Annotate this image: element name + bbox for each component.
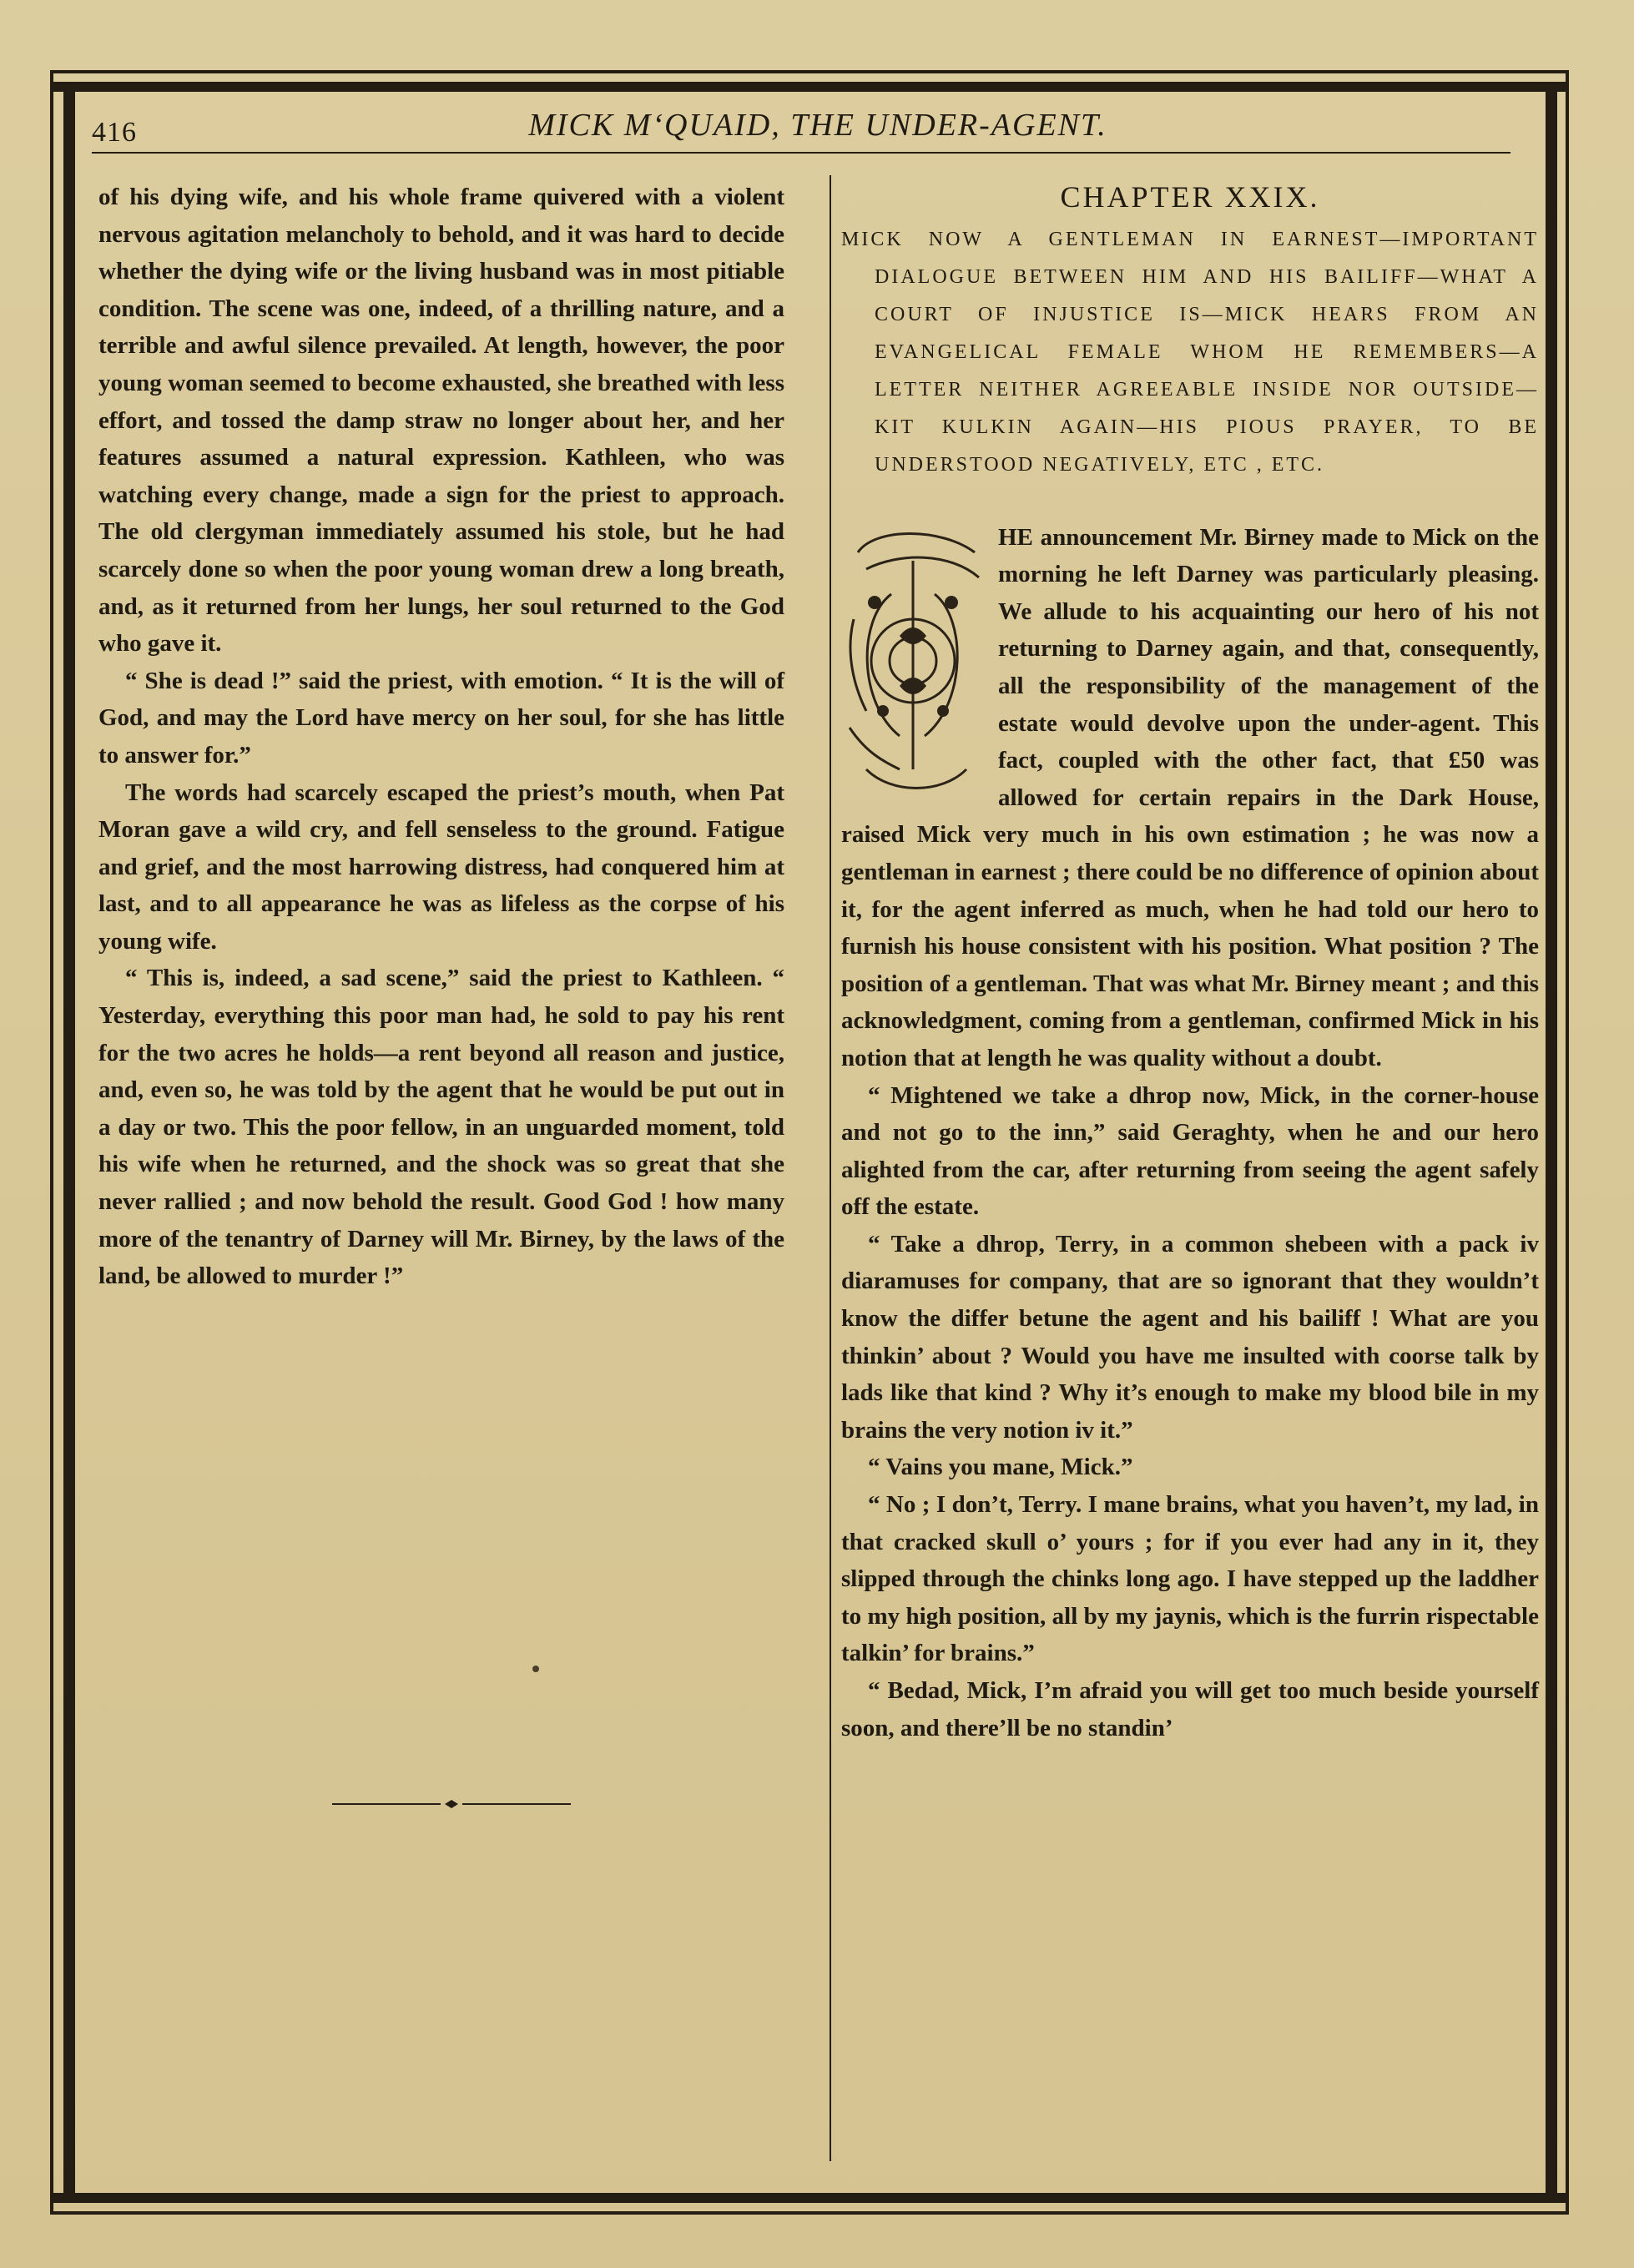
left-column <box>98 179 784 1295</box>
frame-top-rule <box>50 70 1569 73</box>
column-divider <box>830 175 831 2161</box>
frame-bottom-rule <box>50 2211 1569 2215</box>
right-paragraph: “ No ; I don’t, Terry. I mane brains, what you haven’t, my lad, in that cracked skull o’ yours ; for if you ever had any in it, they slipped through the chinks long ago. I have stepped up the laddher to my high position, all by my jaynis, which is the furrin rispectable talkin’ for brains.” <box>841 1491 1539 1667</box>
frame-right-rule <box>1566 70 1569 2215</box>
left-paragraph: of his dying wife, and his whole frame quivered with a violent nervous agitation melancholy to behold, and it was hard to decide whether the dying wife or the living husband was in most pitiable condition. The scene was one, indeed, of a thrilling nature, and a terrible and awful silence prevailed. At length, however, the poor young woman seemed to become exhausted, she breathed with less effort, and tossed the damp straw no longer about her, and her features assumed a natural expression. Kathleen, who was watching every change, made a sign for the priest to approach. The old clergyman immediately assumed his stole, but he had scarcely done so when the poor young woman drew a long breath, and, as it returned from her lungs, her soul returned to the God who gave it. <box>98 184 784 658</box>
frame-bottom-rule-thick <box>50 2193 1569 2203</box>
ornamental-drop-cap-icon <box>841 519 985 799</box>
chapter-title: CHAPTER XXIX. <box>1060 180 1320 214</box>
left-paragraph: “ This is, indeed, a sad scene,” said the priest to Kathleen. “ Yesterday, everything this poor man had, he sold to pay his rent for the two acres he holds—a rent beyond all reason and justice, and, even so, he was told by the agent that he would be put out in a day or two. This the poor fellow, in an unguarded moment, told his wife when he returned, and the shock was so great that she never rallied ; and now behold the result. Good God ! how many more of the tenantry of Darney will Mr. Birney, by the laws of the land, be allowed to murder !” <box>98 965 784 1290</box>
right-paragraph: “ Vains you mane, Mick.” <box>868 1454 1133 1481</box>
section-end-ornament <box>332 1796 571 1812</box>
opening-paragraph-text: HE announcement Mr. Birney made to Mick on the morning he left Darney was particularly pleasing. We allude to his acquainting our hero of his not returning to Darney again, and that, consequently, all the responsibility of the management of the estate would devolve upon the under-agent. This fact, coupled with the other fact, that £50 was allowed for certain repairs in the Dark House, raised Mick very much in his own estimation ; he was now a gentleman in earnest ; there could be no difference of opinion about it, for the agent inferred as much, when he had told our hero to furnish his house consistent with his position. What position ? The position of a gentleman. That was what Mr. Birney meant ; and this acknowledgment, coming from a gentleman, confirmed Mick in his notion that at length he was quality without a doubt. <box>841 523 1539 1071</box>
page-number: 416 <box>92 117 137 148</box>
frame-right-rule-thick <box>1546 82 1557 2203</box>
right-paragraph: “ Take a dhrop, Terry, in a common shebeen with a pack iv diaramuses for company, that are so ignorant that they wouldn’t know the differ betune the agent and his bailiff ! What are you thinkin’ about ? Would you have me insulted with coorse talk by lads like that kind ? Why it’s enough to make my blood bile in my brains the very notion iv it.” <box>841 1230 1539 1444</box>
right-paragraph: “ Bedad, Mick, I’m afraid you will get too much beside yourself soon, and there’ll be no standin’ <box>841 1677 1539 1741</box>
running-title: MICK M‘QUAID, THE UNDER-AGENT. <box>528 108 1107 143</box>
right-paragraph: “ Mightened we take a dhrop now, Mick, in the corner-house and not go to the inn,” said Geraghty, when he and our hero alighted from the car, after returning from seeing the agent safely off the estate. <box>841 1081 1539 1221</box>
left-paragraph: The words had scarcely escaped the priest’s mouth, when Pat Moran gave a wild cry, and fell senseless to the ground. Fatigue and grief, and the most harrowing distress, had conquered him at last, and to all appearance he was as lifeless as the corpse of his young wife. <box>98 779 784 955</box>
header-rule <box>92 152 1510 154</box>
frame-left-rule <box>50 70 53 2215</box>
right-column <box>841 179 1539 1746</box>
chapter-summary: MICK NOW A GENTLEMAN IN EARNEST—IMPORTANT DIALOGUE BETWEEN HIM AND HIS BAILIFF—WHAT A COURT OF INJUSTICE IS—MICK HEARS FROM AN EVANGELICAL FEMALE WHOM HE REMEMBERS—A LETTER NEITHER AGREEABLE INSIDE NOR OUTSIDE—KIT KULKIN AGAIN—HIS PIOUS PRAYER, TO BE UNDERSTOOD NEGATIVELY, ETC , ETC. <box>841 228 1539 476</box>
ink-speck <box>532 1666 539 1672</box>
frame-left-rule-thick <box>63 82 75 2203</box>
left-paragraph: “ She is dead !” said the priest, with emotion. “ It is the will of God, and may the Lord have mercy on her soul, for she has little to answer for.” <box>98 667 784 769</box>
frame-top-rule-thick <box>50 82 1569 92</box>
